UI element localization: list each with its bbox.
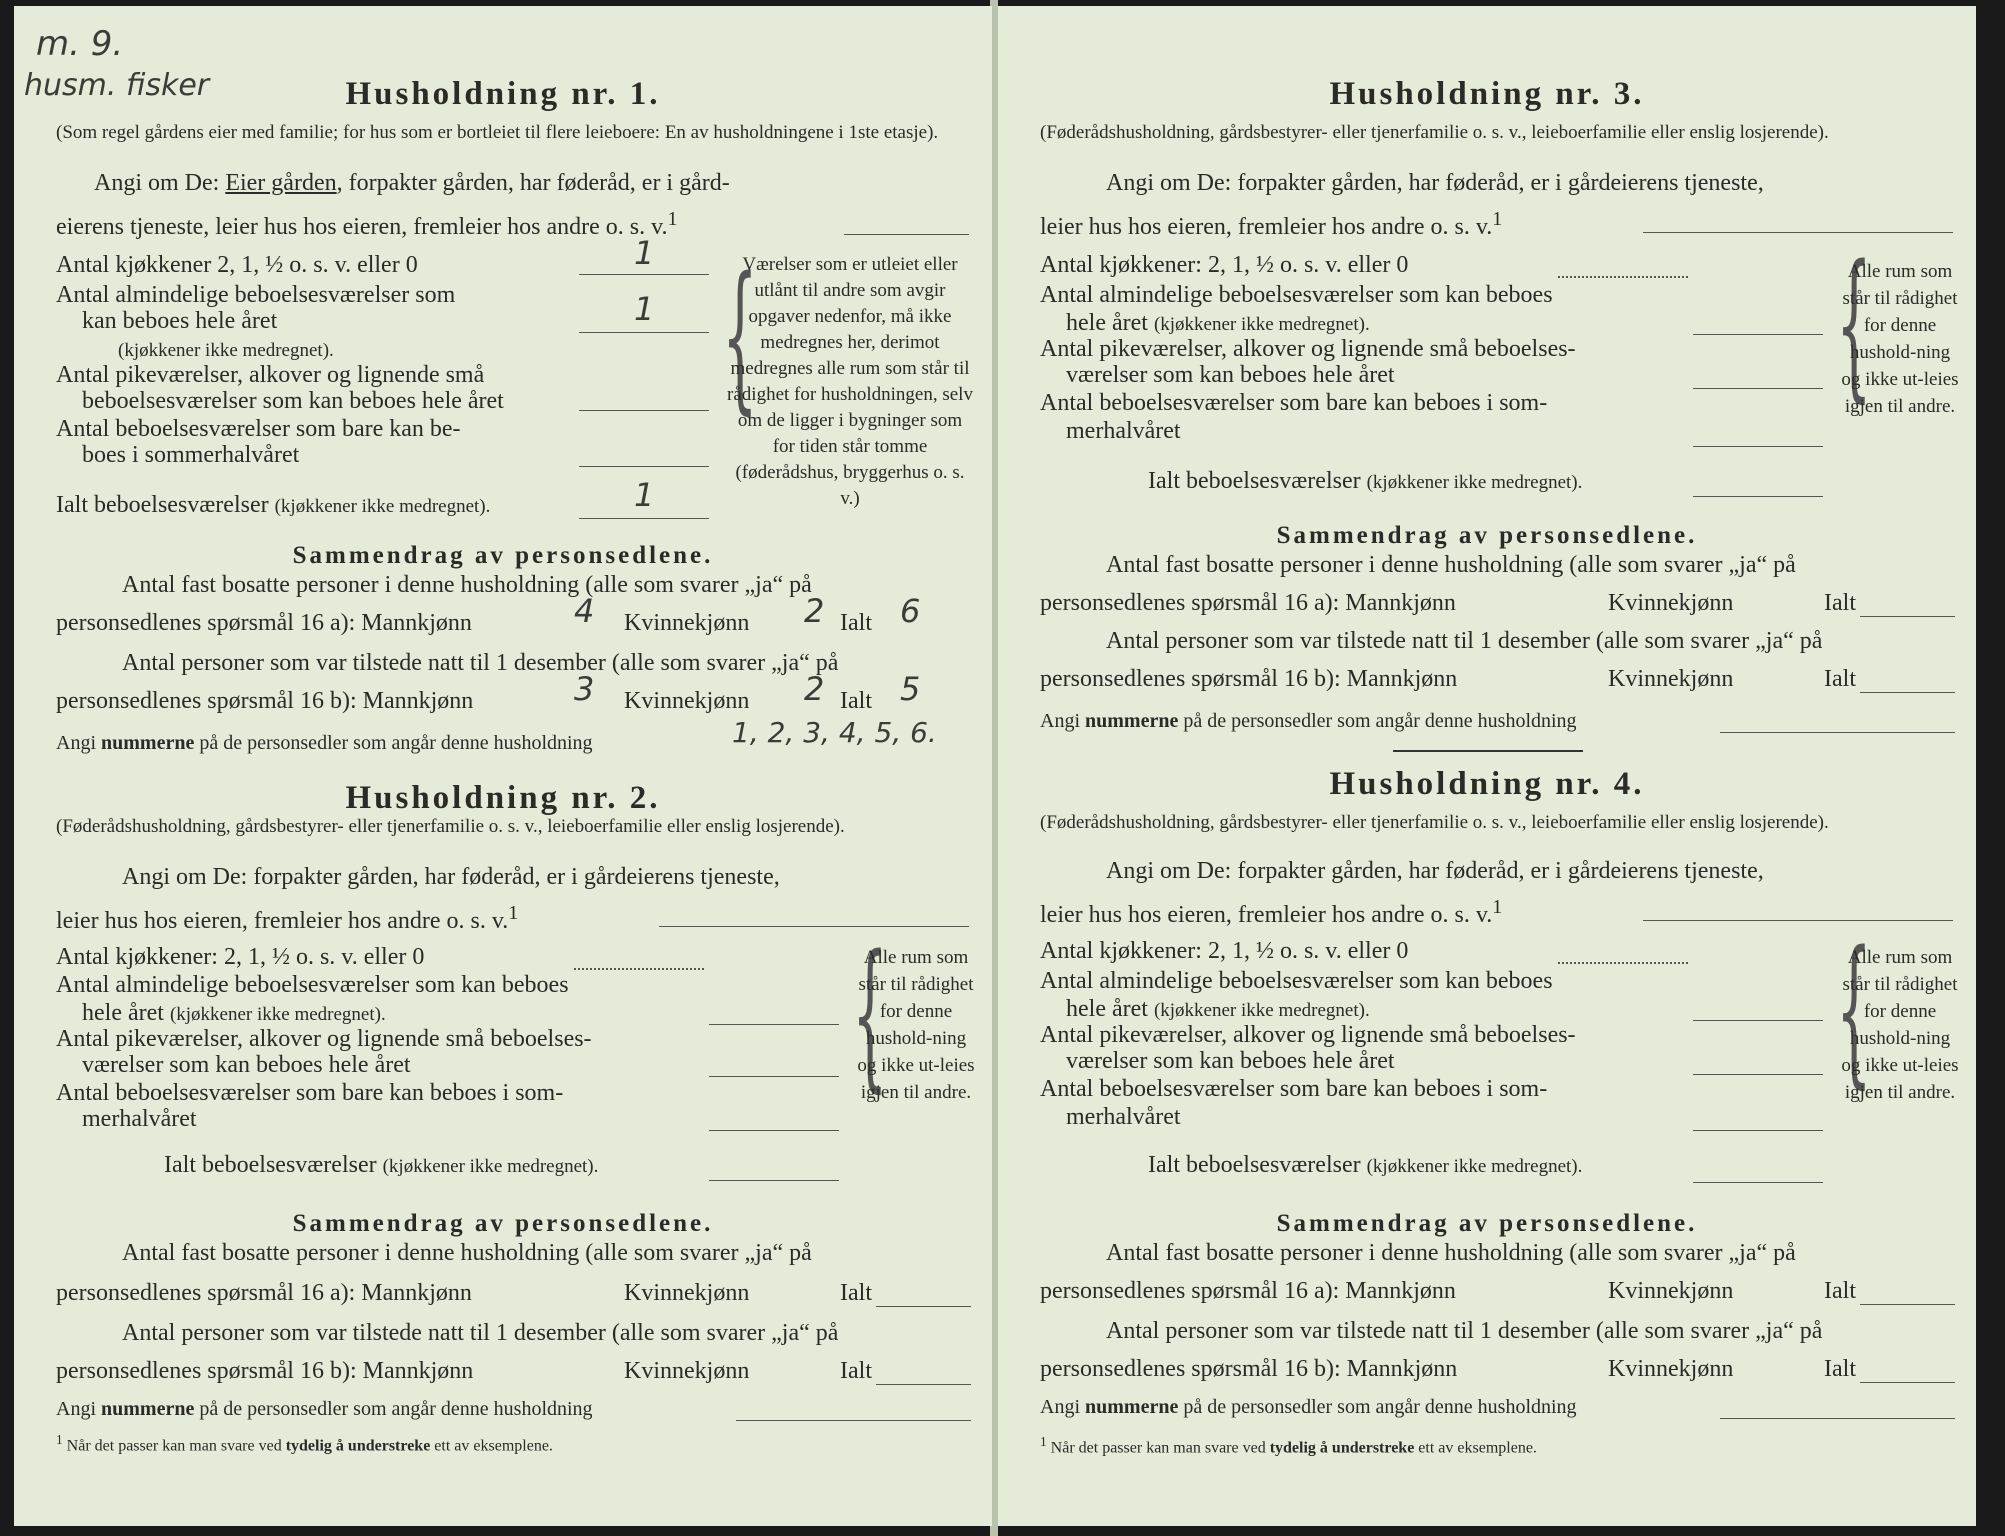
h1-angi-line2-text: eierens tjeneste, leier hus hos eieren, fremleier hos andre o. s. v. [56, 214, 668, 240]
corner-note-number: m. 9. [36, 24, 124, 64]
h2-pike-line [709, 1076, 839, 1077]
h3-fast-line1: Antal fast bosatte personer i denne husholdning (alle som svarer „ja“ på [1106, 552, 1796, 578]
h4-tilstede-line2: personsedlenes spørsmål 16 b): Mannkjønn [1040, 1356, 1458, 1382]
h4-sommer-line2: merhalvåret [1066, 1104, 1181, 1130]
h3-fast-ialt-label: Ialt [1824, 590, 1856, 616]
household-2-note: (Føderådshusholdning, gårdsbestyrer- eller tjenerfamilie o. s. v., leieboerfamilie eller enslig losjerende). [56, 816, 845, 837]
h1-angi-line2 [56, 208, 678, 241]
household-2-title: Husholdning nr. 2. [345, 780, 661, 816]
h1-alm-small: (kjøkkener ikke medregnet). [118, 340, 334, 361]
h4-ialt-bebo [1148, 1152, 1582, 1179]
nummerne-pre: Angi [56, 1398, 96, 1420]
h1-sommer-line [579, 466, 709, 467]
footnote-bold: tydelig å understreke [1269, 1439, 1415, 1457]
h4-tilstede-kvinne-label: Kvinnekjønn [1608, 1356, 1734, 1382]
h2-angi-rest: forpakter gården, har føderåd, er i gårdeierens tjeneste, [253, 864, 780, 890]
h4-pike-line2: værelser som kan beboes hele året [1066, 1048, 1395, 1074]
h4-pike-line [1693, 1074, 1823, 1075]
h2-summary-title: Sammendrag av personsedlene. [292, 1210, 714, 1237]
h1-kjokkener-line [579, 274, 709, 275]
nummerne-post: på de personsedler som angår denne husholdning [199, 1398, 593, 1420]
h3-fast-ialt-line [1860, 616, 1955, 617]
h1-sommer-line1: Antal beboelsesværelser som bare kan be- [56, 416, 461, 442]
h4-angi-fill-line [1643, 920, 1953, 921]
h1-fast-line1: Antal fast bosatte personer i denne husholdning (alle som svarer „ja“ på [122, 572, 812, 598]
left-page [14, 6, 992, 1526]
h3-nummerne [1040, 710, 1577, 733]
h2-tilstede-line2: personsedlenes spørsmål 16 b): Mannkjønn [56, 1358, 474, 1384]
h1-angi-fill-line [844, 234, 969, 235]
h2-ialt-line [709, 1180, 839, 1181]
footnote-ref: 1 [508, 902, 519, 924]
h2-tilstede-kvinne-label: Kvinnekjønn [624, 1358, 750, 1384]
h1-kjokkener-label: Antal kjøkkener 2, 1, ½ o. s. v. eller 0 [56, 252, 418, 278]
footnote-pre: Når det passer kan man svare ved [66, 1437, 282, 1455]
h4-pike-line1: Antal pikeværelser, alkover og lignende små beboelses- [1040, 1022, 1576, 1048]
h4-side-note: Alle rum som står til rådighet for denne hushold-ning og ikke ut-leies igjen til andre. [1841, 947, 1959, 1103]
household-4-title: Husholdning nr. 4. [1329, 766, 1645, 802]
right-page [998, 6, 1976, 1526]
nummerne-post: på de personsedler som angår denne husholdning [199, 732, 593, 754]
h1-tilstede-line1: Antal personer som var tilstede natt til 1 desember (alle som svarer „ja“ på [122, 650, 839, 676]
h3-kjokkener-line [1558, 276, 1688, 278]
h3-tilstede-ialt-line [1860, 692, 1955, 693]
household-1-title: Husholdning nr. 1. [345, 76, 661, 112]
h3-alm-line1: Antal almindelige beboelsesværelser som kan beboes [1040, 282, 1553, 308]
h3-sommer-line2: merhalvåret [1066, 418, 1181, 444]
h1-pike-line [579, 410, 709, 411]
nummerne-post: på de personsedler som angår denne husholdning [1183, 710, 1577, 732]
h1-fast-line2: personsedlenes spørsmål 16 a): Mannkjønn [56, 610, 472, 636]
alm-line2-a: hele året [1066, 310, 1148, 336]
h1-pike-line1: Antal pikeværelser, alkover og lignende små [56, 362, 485, 388]
h4-sommer-line [1693, 1130, 1823, 1131]
h2-fast-ialt-line [876, 1306, 971, 1307]
h4-fast-line1: Antal fast bosatte personer i denne husholdning (alle som svarer „ja“ på [1106, 1240, 1796, 1266]
footnote-sup: 1 [1040, 1434, 1047, 1449]
h2-pike-line1: Antal pikeværelser, alkover og lignende små beboelses- [56, 1026, 592, 1052]
ialt-bebo-label: Ialt beboelsesværelser [164, 1152, 377, 1178]
h1-tilstede-kvinne-label: Kvinnekjønn [624, 688, 750, 714]
h1-alm-line1: Antal almindelige beboelsesværelser som [56, 282, 456, 308]
ialt-bebo-label: Ialt beboelsesværelser [1148, 1152, 1361, 1178]
h3-ialt-bebo [1148, 468, 1582, 495]
ialt-bebo-small: (kjøkkener ikke medregnet). [382, 1156, 599, 1177]
nummerne-bold: nummerne [101, 1398, 195, 1420]
h2-angi-fill-line [659, 926, 969, 927]
angi-label: Angi om De: [94, 170, 220, 196]
h3-fast-line2: personsedlenes spørsmål 16 a): Mannkjønn [1040, 590, 1456, 616]
footnote-pre: Når det passer kan man svare ved [1050, 1439, 1266, 1457]
household-3-note: (Føderådshusholdning, gårdsbestyrer- eller tjenerfamilie o. s. v., leieboerfamilie eller enslig losjerende). [1040, 122, 1829, 143]
h4-angi-rest: forpakter gården, har føderåd, er i gårdeierens tjeneste, [1237, 858, 1764, 884]
h4-alm-line2 [1066, 996, 1370, 1023]
alm-line2-b: (kjøkkener ikke medregnet). [169, 1004, 386, 1025]
household-1-note: (Som regel gårdens eier med familie; for hus som er bortleiet til flere leieboere: En av husholdningene i 1ste etasje). [56, 122, 939, 143]
h3-angi-line2 [1040, 208, 1502, 241]
h3-summary-title: Sammendrag av personsedlene. [1276, 522, 1698, 549]
h3-tilstede-line2: personsedlenes spørsmål 16 b): Mannkjønn [1040, 666, 1458, 692]
nummerne-bold: nummerne [1085, 1396, 1179, 1418]
alm-line2-b: (kjøkkener ikke medregnet). [1153, 1000, 1370, 1021]
h4-fast-ialt-line [1860, 1304, 1955, 1305]
h3-alm-line [1693, 334, 1823, 335]
h1-kjokkener-value: 1 [634, 234, 655, 272]
h3-sommer-line1: Antal beboelsesværelser som bare kan beboes i som- [1040, 390, 1548, 416]
h3-tilstede-ialt-label: Ialt [1824, 666, 1856, 692]
h1-sommer-line2: boes i sommerhalvåret [82, 442, 300, 468]
h1-ialt-value: 1 [634, 476, 655, 514]
ialt-bebo-label: Ialt beboelsesværelser [56, 492, 269, 518]
h3-angi-fill-line [1643, 232, 1953, 233]
nummerne-bold: nummerne [101, 732, 195, 754]
nummerne-post: på de personsedler som angår denne husholdning [1183, 1396, 1577, 1418]
h1-angi-rest: , forpakter gården, har føderåd, er i gård- [336, 170, 730, 196]
h2-fast-ialt-label: Ialt [840, 1280, 872, 1306]
alm-line2-a: hele året [82, 1000, 164, 1026]
h1-angi-line1 [94, 170, 730, 197]
h2-angi-line1 [122, 864, 780, 891]
h1-alm-line [579, 332, 709, 333]
h1-fast-ialt-label: Ialt [840, 610, 872, 636]
angi-label: Angi om De: [122, 864, 248, 890]
h1-fast-mann: 4 [574, 592, 595, 630]
h4-fast-kvinne-label: Kvinnekjønn [1608, 1278, 1734, 1304]
h3-angi-rest: forpakter gården, har føderåd, er i gårdeierens tjeneste, [1237, 170, 1764, 196]
household-3-title: Husholdning nr. 3. [1329, 76, 1645, 112]
section-divider [1393, 750, 1583, 752]
alm-line2-b: (kjøkkener ikke medregnet). [1153, 314, 1370, 335]
h3-nummerne-line [1720, 732, 1955, 733]
nummerne-pre: Angi [1040, 710, 1080, 732]
h2-alm-line2 [82, 1000, 386, 1027]
h1-tilstede-kvinne: 2 [804, 670, 825, 708]
h2-kjokkener-label: Antal kjøkkener: 2, 1, ½ o. s. v. eller 0 [56, 944, 425, 970]
footnote [56, 1432, 553, 1455]
h1-tilstede-mann: 3 [574, 670, 595, 708]
h3-tilstede-line1: Antal personer som var tilstede natt til 1 desember (alle som svarer „ja“ på [1106, 628, 1823, 654]
h3-fast-kvinne-label: Kvinnekjønn [1608, 590, 1734, 616]
h4-angi-line1 [1106, 858, 1764, 885]
angi-label: Angi om De: [1106, 170, 1232, 196]
h1-fast-kvinne-label: Kvinnekjønn [624, 610, 750, 636]
h4-kjokkener-line [1558, 962, 1688, 964]
h2-sommer-line2: merhalvåret [82, 1106, 197, 1132]
brace: { [722, 242, 758, 429]
h4-tilstede-ialt-line [1860, 1382, 1955, 1383]
ialt-bebo-small: (kjøkkener ikke medregnet). [274, 496, 491, 517]
alm-line2-a: hele året [1066, 996, 1148, 1022]
footnote-bold: tydelig å understreke [285, 1437, 431, 1455]
h1-nummerne [56, 732, 593, 755]
h3-pike-line1: Antal pikeværelser, alkover og lignende små beboelses- [1040, 336, 1576, 362]
h1-nummerne-value: 1, 2, 3, 4, 5, 6. [732, 716, 937, 749]
h4-nummerne-line [1720, 1418, 1955, 1419]
h4-sommer-line1: Antal beboelsesværelser som bare kan beboes i som- [1040, 1076, 1548, 1102]
brace: { [1836, 916, 1872, 1103]
h1-alm-line2: kan beboes hele året [82, 308, 278, 334]
footnote-ref: 1 [667, 208, 678, 230]
h4-kjokkener-label: Antal kjøkkener: 2, 1, ½ o. s. v. eller 0 [1040, 938, 1409, 964]
h2-pike-line2: værelser som kan beboes hele året [82, 1052, 411, 1078]
h1-fast-kvinne: 2 [804, 592, 825, 630]
h2-alm-line [709, 1024, 839, 1025]
h4-summary-title: Sammendrag av personsedlene. [1276, 1210, 1698, 1237]
footnote-ref: 1 [1492, 208, 1503, 230]
h4-angi-line2-text: leier hus hos eieren, fremleier hos andre o. s. v. [1040, 902, 1493, 928]
h2-ialt-bebo [164, 1152, 598, 1179]
h4-nummerne [1040, 1396, 1577, 1419]
h1-ialt-bebo [56, 492, 490, 519]
h2-fast-line1: Antal fast bosatte personer i denne husholdning (alle som svarer „ja“ på [122, 1240, 812, 1266]
ialt-bebo-small: (kjøkkener ikke medregnet). [1366, 1156, 1583, 1177]
h4-angi-line2 [1040, 896, 1502, 929]
h3-ialt-line [1693, 496, 1823, 497]
h4-ialt-line [1693, 1182, 1823, 1183]
h2-nummerne-line [736, 1420, 971, 1421]
nummerne-pre: Angi [1040, 1396, 1080, 1418]
h4-alm-line [1693, 1020, 1823, 1021]
footnote-sup: 1 [56, 1432, 63, 1447]
footnote-post: ett av eksemplene. [434, 1437, 553, 1455]
h3-pike-line [1693, 388, 1823, 389]
h2-tilstede-ialt-label: Ialt [840, 1358, 872, 1384]
h2-angi-line2-text: leier hus hos eieren, fremleier hos andre o. s. v. [56, 908, 509, 934]
h1-tilstede-line2: personsedlenes spørsmål 16 b): Mannkjønn [56, 688, 474, 714]
h1-angi-answer: Eier gården [225, 170, 337, 196]
h3-angi-line1 [1106, 170, 1764, 197]
angi-label: Angi om De: [1106, 858, 1232, 884]
h3-alm-line2 [1066, 310, 1370, 337]
h2-nummerne [56, 1398, 593, 1421]
ialt-bebo-small: (kjøkkener ikke medregnet). [1366, 472, 1583, 493]
brace: { [1836, 230, 1872, 417]
footnote-post: ett av eksemplene. [1418, 1439, 1537, 1457]
h2-kjokkener-line [574, 968, 704, 970]
h4-alm-line1: Antal almindelige beboelsesværelser som kan beboes [1040, 968, 1553, 994]
h2-angi-line2 [56, 902, 518, 935]
h4-fast-ialt-label: Ialt [1824, 1278, 1856, 1304]
h1-alm-value: 1 [634, 290, 655, 328]
h2-sommer-line1: Antal beboelsesværelser som bare kan beboes i som- [56, 1080, 564, 1106]
h3-sommer-line [1693, 446, 1823, 447]
h1-pike-line2: beboelsesværelser som kan beboes hele året [82, 388, 504, 414]
nummerne-bold: nummerne [1085, 710, 1179, 732]
h2-fast-line2: personsedlenes spørsmål 16 a): Mannkjønn [56, 1280, 472, 1306]
h3-side-note: Alle rum som står til rådighet for denne hushold-ning og ikke ut-leies igjen til andre. [1841, 261, 1959, 417]
h1-side-note: Værelser som er utleiet eller utlånt til andre som avgir opgaver nedenfor, må ikke medregnes her, derimot medregnes alle rum som står til rådighet for husholdningen, selv om de ligger i bygninger som for tiden står tomme (føderådshus, bryggerhus o. s. v.) [727, 254, 973, 509]
h1-tilstede-ialt: 5 [900, 670, 921, 708]
h4-tilstede-ialt-label: Ialt [1824, 1356, 1856, 1382]
footnote [1040, 1434, 1537, 1457]
ialt-bebo-label: Ialt beboelsesværelser [1148, 468, 1361, 494]
h1-summary-title: Sammendrag av personsedlene. [292, 542, 714, 569]
nummerne-pre: Angi [56, 732, 96, 754]
h2-sommer-line [709, 1130, 839, 1131]
household-4-note: (Føderådshusholdning, gårdsbestyrer- eller tjenerfamilie o. s. v., leieboerfamilie eller enslig losjerende). [1040, 812, 1829, 833]
h1-tilstede-ialt-label: Ialt [840, 688, 872, 714]
h2-tilstede-ialt-line [876, 1384, 971, 1385]
h3-pike-line2: værelser som kan beboes hele året [1066, 362, 1395, 388]
h4-tilstede-line1: Antal personer som var tilstede natt til 1 desember (alle som svarer „ja“ på [1106, 1318, 1823, 1344]
brace: { [852, 920, 888, 1107]
h2-fast-kvinne-label: Kvinnekjønn [624, 1280, 750, 1306]
h1-fast-ialt: 6 [900, 592, 921, 630]
h3-angi-line2-text: leier hus hos eieren, fremleier hos andre o. s. v. [1040, 214, 1493, 240]
h2-tilstede-line1: Antal personer som var tilstede natt til 1 desember (alle som svarer „ja“ på [122, 1320, 839, 1346]
corner-note-occupation: husm. fisker [24, 68, 210, 103]
h2-alm-line1: Antal almindelige beboelsesværelser som kan beboes [56, 972, 569, 998]
footnote-ref: 1 [1492, 896, 1503, 918]
h2-side-note: Alle rum som står til rådighet for denne hushold-ning og ikke ut-leies igjen til andre. [857, 947, 975, 1103]
h3-kjokkener-label: Antal kjøkkener: 2, 1, ½ o. s. v. eller 0 [1040, 252, 1409, 278]
h3-tilstede-kvinne-label: Kvinnekjønn [1608, 666, 1734, 692]
h1-ialt-line [579, 518, 709, 519]
h4-fast-line2: personsedlenes spørsmål 16 a): Mannkjønn [1040, 1278, 1456, 1304]
